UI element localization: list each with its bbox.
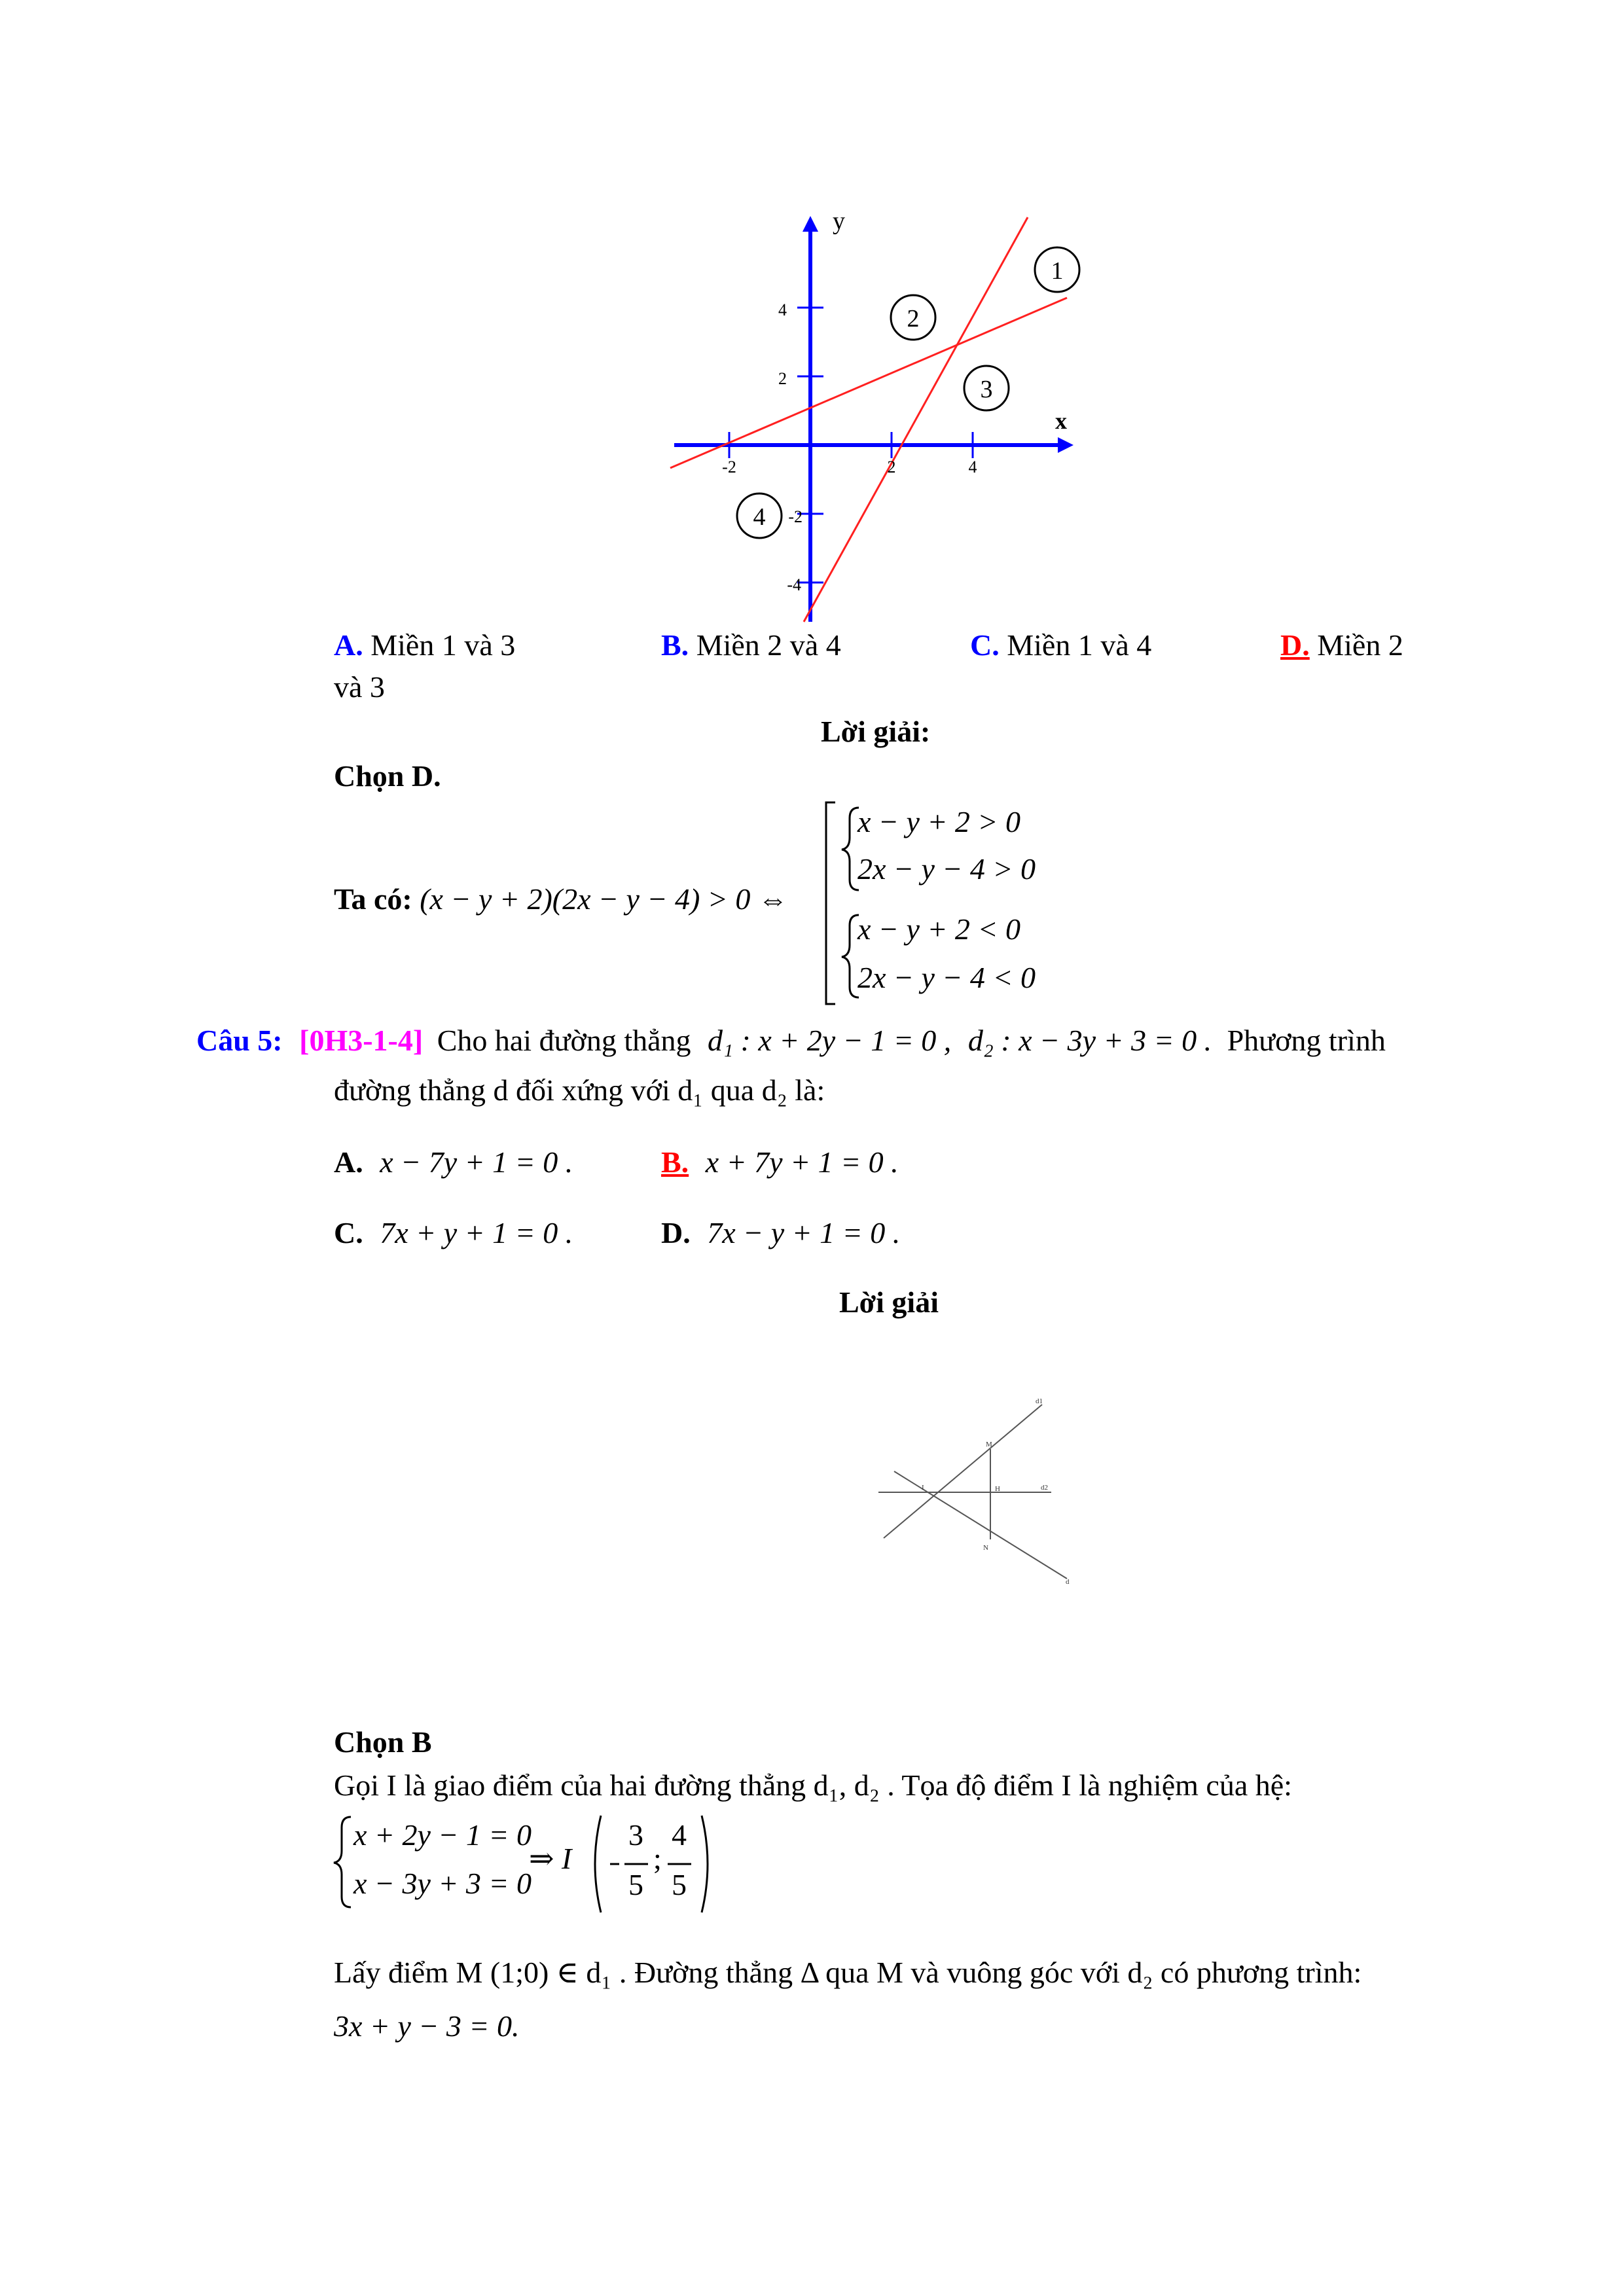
y-axis-label: y	[833, 207, 845, 235]
q5-frac2-den: 5	[672, 1868, 687, 1901]
label-N: N	[983, 1544, 988, 1552]
line-2x-y-4	[804, 217, 1028, 622]
reflection-figure	[871, 1394, 1093, 1604]
q5-option-c[interactable]: C. 7x + y + 1 = 0 .	[334, 1216, 573, 1249]
x-tick-4: 4	[968, 457, 977, 476]
label-d: d	[1066, 1578, 1070, 1586]
q5-option-a[interactable]: A. x − 7y + 1 = 0 .	[334, 1145, 573, 1179]
q5-frac2-num: 4	[672, 1818, 687, 1852]
q4-expression: Ta có: (x − y + 2)(2x − y − 4) > 0 ⇔	[334, 882, 788, 916]
region-graph	[661, 203, 1106, 628]
q4-option-d-continued: và 3	[334, 670, 385, 704]
y-tick-minus-2: -2	[788, 507, 803, 526]
y-tick-4: 4	[778, 300, 787, 319]
y-axis-arrow	[803, 216, 818, 232]
region-label-1: 1	[1051, 257, 1064, 285]
label-M: M	[986, 1441, 992, 1448]
q5-solution-line3: Lấy điểm M (1;0) ∈ d₁ . Đường thẳng Δ qua M và vuông góc với d₂ có phương trình:	[334, 1956, 1362, 1989]
label-H: H	[995, 1485, 1000, 1493]
q5-stem-line2: đường thẳng d đối xứng với d₁ qua d₂ là:	[334, 1073, 825, 1107]
q5-choice: Chọn B	[334, 1725, 432, 1759]
x-tick-minus-2: -2	[722, 457, 736, 476]
region-label-4: 4	[753, 503, 766, 531]
q5-result-prefix: ⇒ I	[529, 1842, 572, 1875]
y-tick-2: 2	[778, 369, 787, 388]
q5-stem-line1: Câu 5: [0H3-1-4] Cho hai đường thẳng d₁ : x + 2y − 1 = 0 , d₂ : x − 3y + 3 = 0 . Phương trình	[196, 1024, 1386, 1057]
q4-system1-eq1: x − y + 2 > 0	[857, 805, 1020, 838]
q5-system-eq2: x − 3y + 3 = 0	[353, 1867, 532, 1900]
q4-solution-title: Lời giải:	[821, 715, 931, 748]
q5-system-eq1: x + 2y − 1 = 0	[353, 1818, 532, 1852]
q4-system2-eq2: 2x − y − 4 < 0	[857, 961, 1036, 994]
q5-frac-separator: ;	[653, 1842, 662, 1875]
line-d1	[884, 1405, 1042, 1538]
q5-option-d[interactable]: D. 7x − y + 1 = 0 .	[661, 1216, 901, 1249]
q4-system1-eq2: 2x − y − 4 > 0	[857, 852, 1036, 886]
region-label-3: 3	[980, 376, 993, 403]
q5-solution-title: Lời giải	[839, 1285, 939, 1319]
x-axis-arrow	[1058, 437, 1074, 453]
x-axis-label: x	[1055, 408, 1067, 434]
x-tick-2: 2	[887, 457, 896, 476]
q5-result-parens	[589, 1812, 713, 1916]
q5-option-b[interactable]: B. x + 7y + 1 = 0 .	[661, 1145, 899, 1179]
q4-option-c[interactable]: C. Miền 1 và 4	[970, 628, 1152, 662]
label-I: I	[922, 1484, 924, 1492]
q4-choice: Chọn D.	[334, 759, 441, 793]
y-tick-minus-4: -4	[787, 575, 801, 594]
q4-option-d[interactable]: D. Miền 2	[1280, 628, 1403, 662]
label-d1: d1	[1036, 1397, 1043, 1405]
q4-option-b[interactable]: B. Miền 2 và 4	[661, 628, 841, 662]
q5-frac1-den: 5	[628, 1868, 643, 1901]
q4-system2-eq1: x − y + 2 < 0	[857, 912, 1020, 946]
label-d2: d2	[1041, 1484, 1048, 1492]
q5-frac1-num: 3	[628, 1818, 643, 1852]
region-label-2: 2	[907, 305, 920, 332]
q5-solution-line1: Gọi I là giao điểm của hai đường thẳng d₁, d₂ . Tọa độ điểm I là nghiệm của hệ:	[334, 1768, 1292, 1802]
q5-solution-line4: 3x + y − 3 = 0.	[334, 2009, 520, 2043]
q4-option-a[interactable]: A. Miền 1 và 3	[334, 628, 516, 662]
